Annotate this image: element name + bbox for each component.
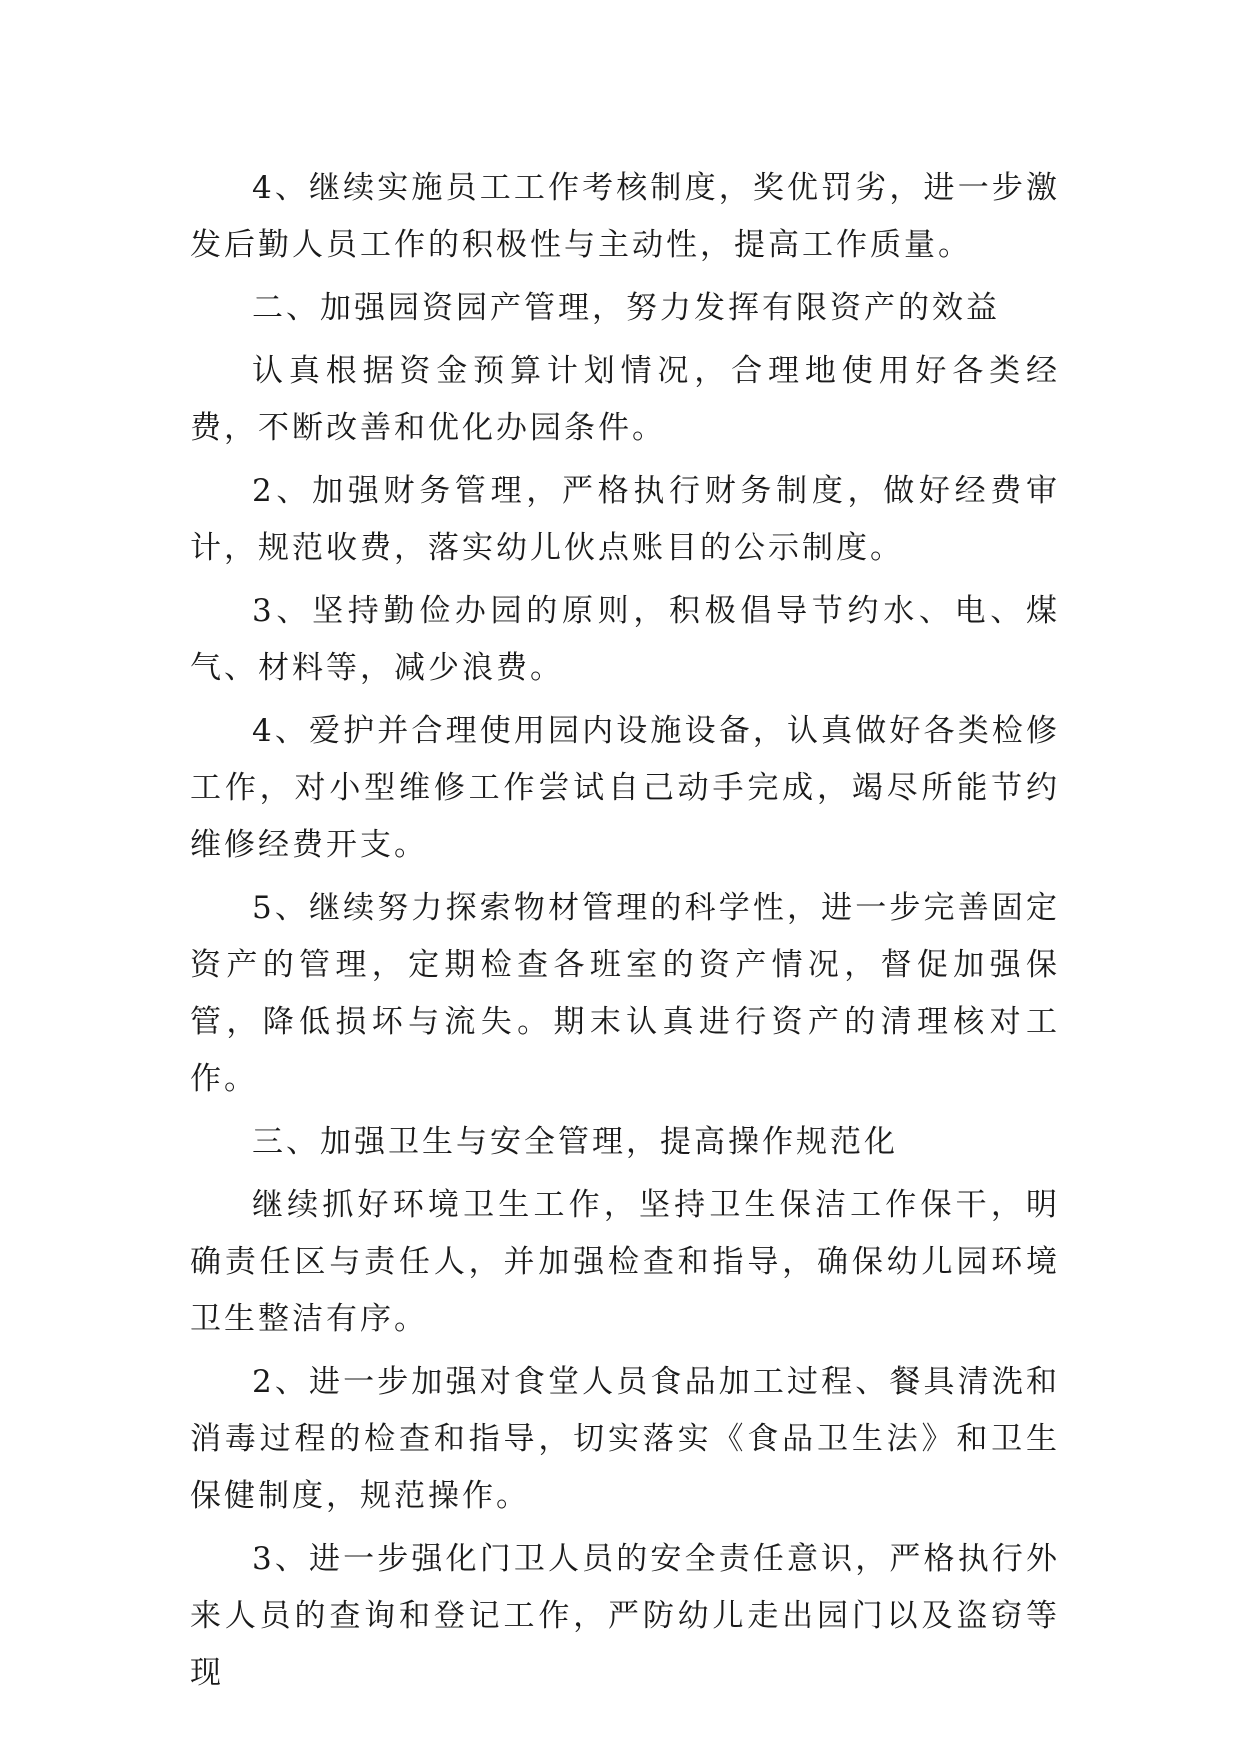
paragraph-item-4-appraisal: 4、继续实施员工工作考核制度，奖优罚劣，进一步激发后勤人员工作的积极性与主动性，提高工作质量。 xyxy=(190,170,1060,263)
paragraph-item-2-finance: 2、加强财务管理，严格执行财务制度，做好经费审计，规范收费，落实幼儿伙点账目的公示制度。 xyxy=(190,473,1060,566)
paragraph-item-2-canteen: 2、进一步加强对食堂人员食品加工过程、餐具清洗和消毒过程的检查和指导，切实落实《食品卫生法》和卫生保健制度，规范操作。 xyxy=(190,1364,1060,1514)
paragraph-budget: 认真根据资金预算计划情况，合理地使用好各类经费，不断改善和优化办园条件。 xyxy=(190,353,1060,446)
paragraph-environment-hygiene: 继续抓好环境卫生工作，坚持卫生保洁工作保干，明确责任区与责任人，并加强检查和指导，确保幼儿园环境卫生整洁有序。 xyxy=(190,1187,1060,1337)
section-heading-assets: 二、加强园资园产管理，努力发挥有限资产的效益 xyxy=(252,290,1000,326)
section-heading-hygiene-safety: 三、加强卫生与安全管理，提高操作规范化 xyxy=(252,1124,898,1160)
paragraph-item-4-maintenance: 4、爱护并合理使用园内设施设备，认真做好各类检修工作，对小型维修工作尝试自己动手完成，竭尽所能节约维修经费开支。 xyxy=(190,713,1060,863)
document-body xyxy=(190,160,1060,1708)
paragraph-item-5-materials: 5、继续努力探索物材管理的科学性，进一步完善固定资产的管理，定期检查各班室的资产情况，督促加强保管，降低损坏与流失。期末认真进行资产的清理核对工作。 xyxy=(190,890,1060,1097)
paragraph-item-3-thrift: 3、坚持勤俭办园的原则，积极倡导节约水、电、煤气、材料等，减少浪费。 xyxy=(190,593,1060,686)
paragraph-item-3-security: 3、进一步强化门卫人员的安全责任意识，严格执行外来人员的查询和登记工作，严防幼儿走出园门以及盗窃等现 xyxy=(190,1541,1060,1691)
